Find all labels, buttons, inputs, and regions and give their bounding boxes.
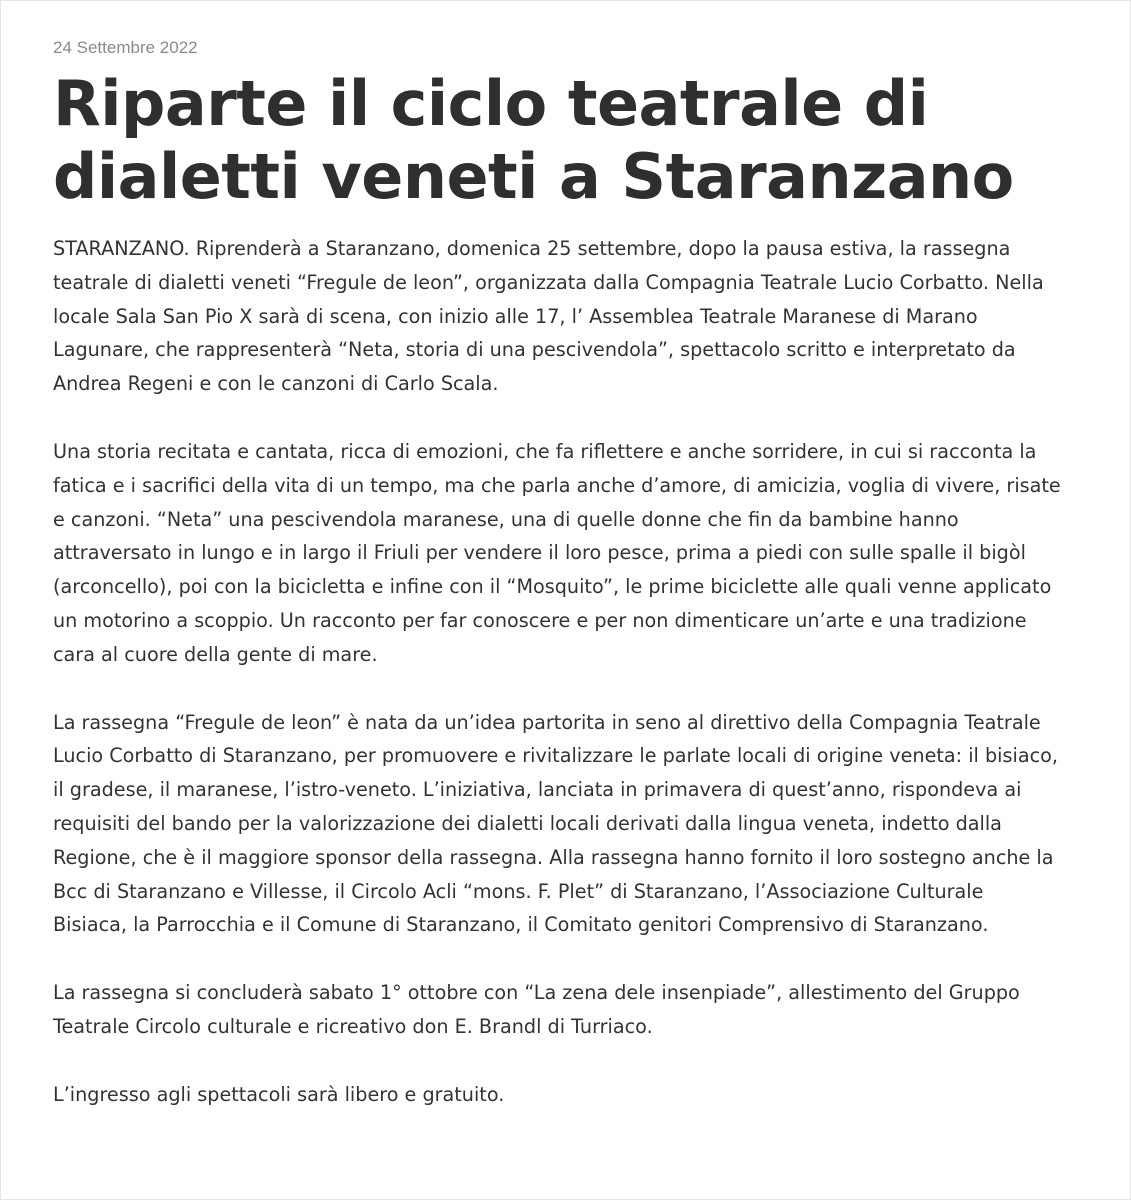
article-paragraph-5: L’ingresso agli spettacoli sarà libero e gratuito. xyxy=(53,1082,505,1106)
article-paragraph-2: Una storia recitata e cantata, ricca di emozioni, che fa riflettere e anche sorridere, in cui si racconta la fatica e i sacrifici della vita di un tempo, ma che parla anche d’amore, di amicizia, voglia di vivere, risate e canzoni. “Neta” una pescivendola maranese, una di quelle donne che fin da bambine hanno attraversato in lungo e in largo il Friuli per vendere il loro pesce, prima a piedi con sulle spalle il bigòl (arconcello), poi con la bicicletta e infine con il “Mosquito”, le prime biciclette alle quali venne applicato un motorino a scoppio. Un racconto per far conoscere e per non dimenticare un’arte e una tradizione cara al cuore della gente di mare. xyxy=(53,439,1061,666)
article-paragraph-1: STARANZANO. Riprenderà a Staranzano, domenica 25 settembre, dopo la pausa estiva, la rassegna teatrale di dialetti veneti “Fregule de leon”, organizzata dalla Compagnia Teatrale Lucio Corbatto. Nella locale Sala San Pio X sarà di scena, con inizio alle 17, l’ Assemblea Teatrale Maranese di Marano Lagunare, che rappresenterà “Neta, storia di una pescivendola”, spettacolo scritto e interpretato da Andrea Regeni e con le canzoni di Carlo Scala. xyxy=(53,237,1044,396)
article-paragraph-3: La rassegna “Fregule de leon” è nata da un’idea partorita in seno al direttivo della Compagnia Teatrale Lucio Corbatto di Staranzano, per promuovere e rivitalizzare le parlate locali di origine veneta: il bisiaco, il gradese, il maranese, l’istro-veneto. L’iniziativa, lanciata in primavera di quest’anno, rispondeva ai requisiti del bando per la valorizzazione dei dialetti locali derivati dalla lingua veneta, indetto dalla Regione, che è il maggiore sponsor della rassegna. Alla rassegna hanno fornito il loro sostegno anche la Bcc di Staranzano e Villesse, il Circolo Acli “mons. F. Plet” di Staranzano, l’Associazione Culturale Bisiaca, la Parrocchia e il Comune di Staranzano, il Comitato genitori Comprensivo di Staranzano. xyxy=(53,710,1058,937)
article-paragraph-4: La rassegna si concluderà sabato 1° ottobre con “La zena dele insenpiade”, allestimento del Gruppo Teatrale Circolo culturale e ricreativo don E. Brandl di Turriaco. xyxy=(53,981,1020,1038)
article-title: Riparte il ciclo teatrale di dialetti veneti a Staranzano xyxy=(53,67,1014,213)
article-date: 24 Settembre 2022 xyxy=(53,38,198,57)
article xyxy=(53,37,1063,1112)
